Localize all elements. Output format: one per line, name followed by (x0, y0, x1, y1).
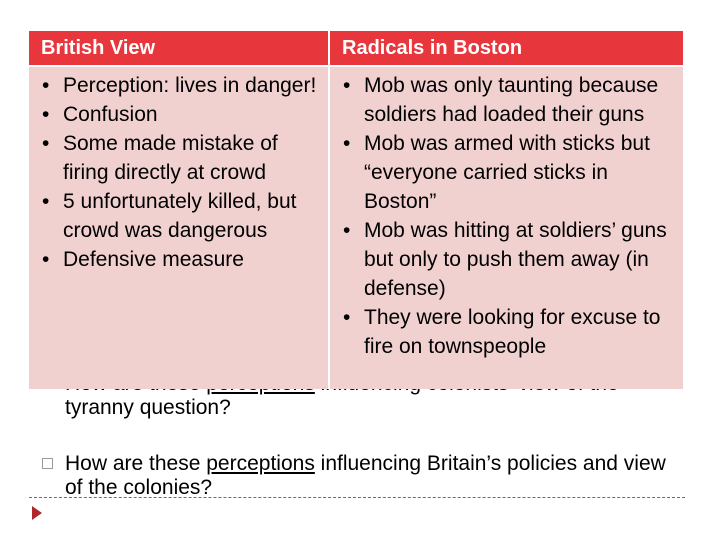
table-body-row (29, 66, 683, 389)
list-item: • Confusion (37, 100, 324, 129)
footer-divider (29, 497, 685, 498)
british-view-cell (29, 66, 329, 389)
british-points-list (37, 71, 324, 274)
header-radicals-boston: Radicals in Boston (329, 31, 683, 66)
square-bullet-icon (42, 458, 53, 469)
list-item: • Mob was armed with sticks but “everyone carried sticks in Boston” (338, 129, 679, 216)
comparison-table (29, 31, 683, 389)
question-text-pre: How are these (65, 452, 207, 475)
table-header-row (29, 31, 683, 66)
radicals-cell (329, 66, 683, 389)
question-item (42, 452, 682, 500)
list-item: • Some made mistake of firing directly at crowd (37, 129, 324, 187)
list-item: • Perception: lives in danger! (37, 71, 324, 100)
slide-arrow-icon (32, 506, 42, 520)
list-item: • They were looking for excuse to fire on townspeople (338, 303, 679, 361)
question-text-underlined: perceptions (206, 452, 315, 475)
list-item: • 5 unfortunately killed, but crowd was dangerous (37, 187, 324, 245)
question-text-post: tyranny question? (65, 396, 231, 419)
list-item: • Mob was only taunting because soldiers had loaded their guns (338, 71, 679, 129)
list-item: • Defensive measure (37, 245, 324, 274)
radical-points-list (338, 71, 679, 361)
question-text-post: influencing Britain’s policies and view of the colonies? (65, 452, 666, 499)
header-british-view: British View (29, 31, 329, 66)
list-item: • Mob was hitting at soldiers’ guns but only to push them away (in defense) (338, 216, 679, 303)
